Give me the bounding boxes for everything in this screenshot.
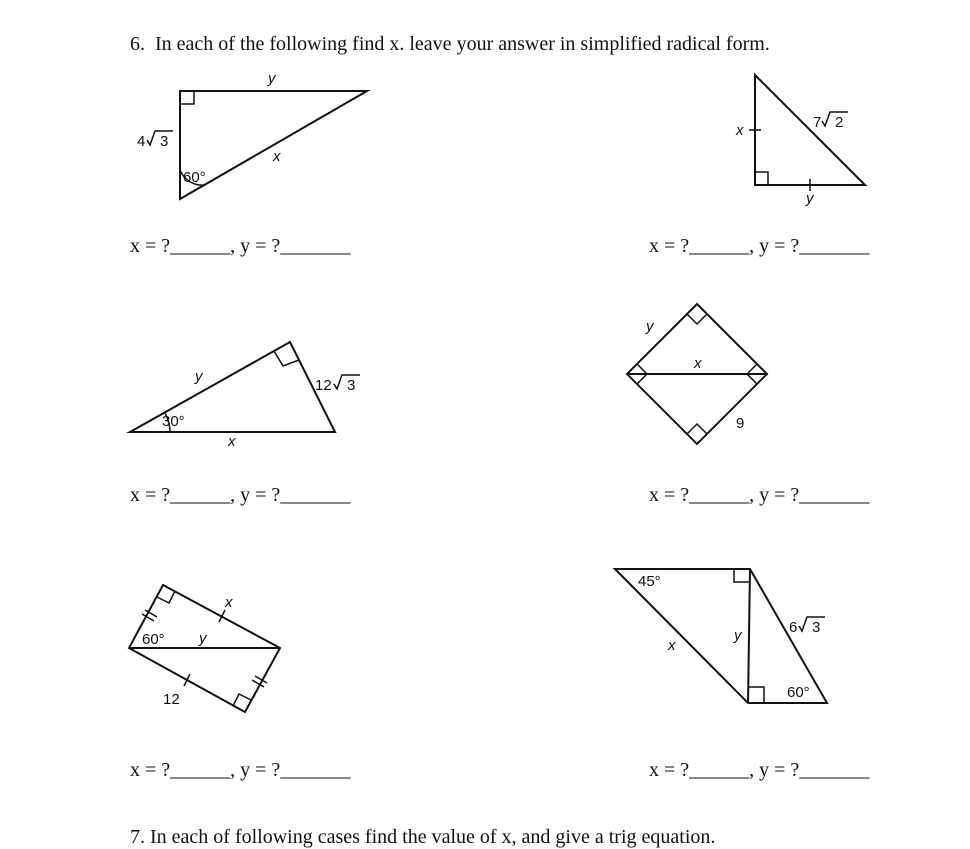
fig5-label-angle: 60° [142, 631, 165, 648]
answer-line-3 [130, 484, 350, 507]
answer-y-label: y = ? [235, 235, 281, 257]
figure-3-triangle [130, 342, 360, 450]
answer-separator: , [230, 235, 236, 257]
fig4-label-y: y [646, 318, 654, 335]
fig2-right-angle-mark [755, 172, 768, 185]
fig5-tick-bottom [184, 674, 190, 686]
answer-y-label: y = ? [754, 484, 800, 506]
fig4-label-x: x [694, 355, 702, 372]
fig2-label-hyp-coef: 7 [813, 114, 822, 131]
answer-separator: , [749, 759, 755, 781]
fig4-right-angle-top [687, 314, 707, 324]
fig1-label-side-coef: 4 [137, 133, 146, 150]
fig2-label-hyp-rad: 2 [835, 114, 844, 131]
problem-number: 6. [130, 33, 145, 55]
fig4-label-side: 9 [736, 415, 745, 432]
answer-line-2 [649, 235, 869, 258]
next-problem-text: 7. In each of following cases find the value of x, and give a trig equation. [130, 826, 716, 848]
answer-x-label: x = ? [130, 235, 171, 257]
fig6-label-side-coef: 6 [789, 619, 798, 636]
answer-x-label: x = ? [130, 759, 171, 781]
answer-y-blank[interactable]: _______ [280, 759, 351, 781]
answer-y-blank[interactable]: _______ [799, 235, 870, 257]
fig6-right-angle-bottom [748, 687, 764, 703]
answer-x-label: x = ? [649, 759, 690, 781]
fig3-label-y: y [195, 368, 203, 385]
fig6-label-x: x [668, 637, 676, 654]
answer-separator: , [749, 484, 755, 506]
answer-x-blank[interactable]: ______ [170, 235, 231, 257]
fig3-label-side-rad: 3 [347, 377, 356, 394]
fig2-label-y: y [806, 190, 814, 207]
answer-y-label: y = ? [235, 759, 281, 781]
answer-x-blank[interactable]: ______ [689, 484, 750, 506]
fig3-label-side-coef: 12 [315, 377, 332, 394]
answer-y-label: y = ? [754, 759, 800, 781]
answer-y-label: y = ? [235, 484, 281, 506]
fig1-label-x: x [273, 148, 281, 165]
fig6-label-angle-top: 45° [638, 573, 661, 590]
fig3-shape [130, 342, 335, 432]
answer-x-blank[interactable]: ______ [689, 759, 750, 781]
fig4-right-angle-bottom [687, 424, 707, 434]
answer-separator: , [749, 235, 755, 257]
answer-y-blank[interactable]: _______ [799, 484, 870, 506]
fig5-label-x: x [225, 594, 233, 611]
answer-y-blank[interactable]: _______ [799, 759, 870, 781]
fig6-right-angle-top [734, 569, 750, 582]
answer-y-label: y = ? [754, 235, 800, 257]
answer-separator: , [230, 484, 236, 506]
fig3-label-x: x [228, 433, 236, 450]
answer-x-label: x = ? [130, 484, 171, 506]
answer-x-blank[interactable]: ______ [689, 235, 750, 257]
answer-line-6 [649, 759, 869, 782]
fig6-label-y: y [734, 627, 742, 644]
figure-6-quadrilateral [615, 569, 827, 703]
fig6-label-side-rad: 3 [812, 619, 821, 636]
fig2-label-x: x [736, 122, 744, 139]
answer-separator: , [230, 759, 236, 781]
fig1-label-y: y [268, 70, 276, 87]
figure-4-square [627, 304, 767, 444]
answer-x-blank[interactable]: ______ [170, 484, 231, 506]
fig1-label-side-rad: 3 [160, 133, 169, 150]
answer-line-5 [130, 759, 350, 782]
answer-x-blank[interactable]: ______ [170, 759, 231, 781]
answer-line-1 [130, 235, 350, 258]
problem-text: In each of the following find x. leave your answer in simplified radical form. [155, 33, 770, 55]
fig1-shape [180, 91, 367, 199]
fig1-label-angle: 60° [183, 169, 206, 186]
answer-line-4 [649, 484, 869, 507]
fig3-label-angle: 30° [162, 413, 185, 430]
fig5-label-y: y [199, 630, 207, 647]
fig2-shape [755, 75, 865, 185]
answer-x-label: x = ? [649, 235, 690, 257]
figure-5-rectangle [129, 585, 280, 712]
figure-2-triangle [735, 75, 865, 207]
fig5-label-side: 12 [163, 691, 180, 708]
figure-1-triangle [137, 70, 367, 199]
fig6-altitude [748, 569, 750, 703]
answer-y-blank[interactable]: _______ [280, 484, 351, 506]
fig6-label-angle-bottom: 60° [787, 684, 810, 701]
fig1-right-angle-mark [180, 91, 194, 104]
answer-x-label: x = ? [649, 484, 690, 506]
answer-y-blank[interactable]: _______ [280, 235, 351, 257]
